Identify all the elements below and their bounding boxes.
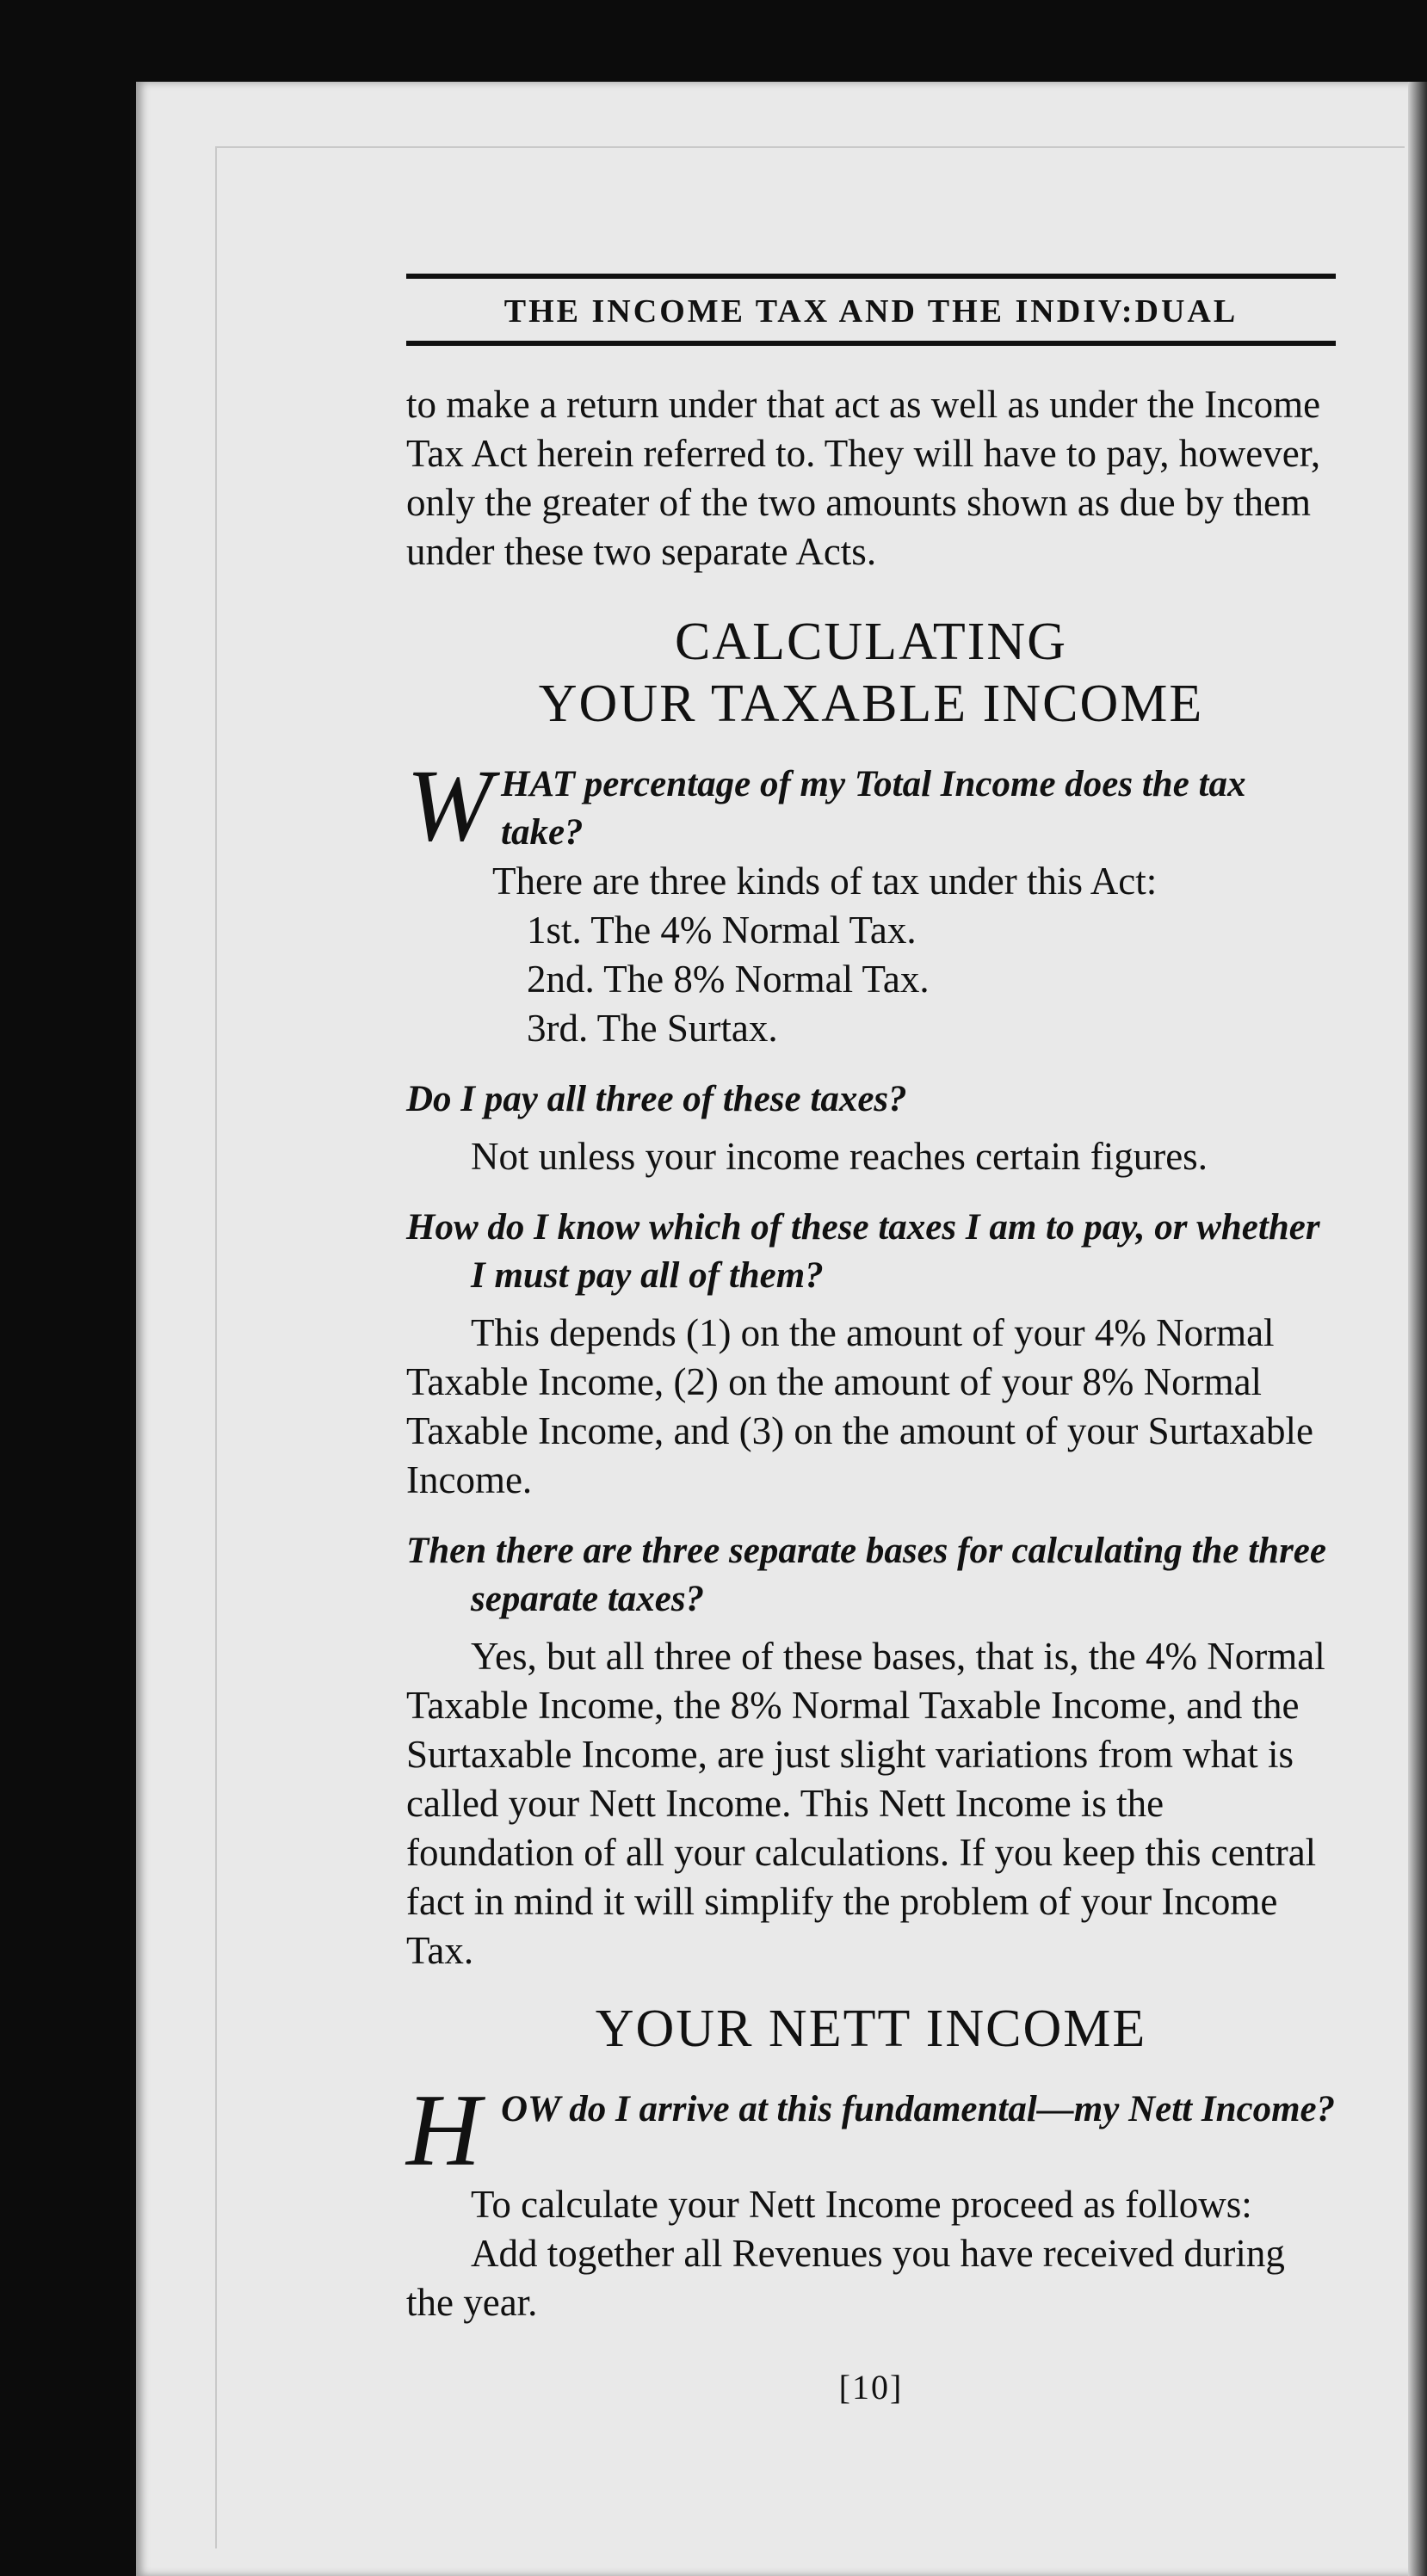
page-content <box>406 274 1336 2407</box>
answer: To calculate your Nett Income proceed as follows: <box>471 2183 1252 2226</box>
question: Then there are three separate bases for calculating the three separate taxes? <box>406 1531 1326 1619</box>
answer-intro: There are three kinds of tax under this Act: <box>492 860 1158 903</box>
question-text: HAT percentage of my Total Income does the tax take? <box>501 764 1246 853</box>
question-block <box>406 748 1336 1053</box>
intro-paragraph: to make a return under that act as well as under the Income Tax Act herein referred to. They will have to pay, however, only the greater of the two amounts shown as due by them under these two separate Acts. <box>406 383 1321 573</box>
answer: Add together all Revenues you have received during the year. <box>406 2232 1285 2324</box>
list-item: 3rd. The Surtax. <box>527 1007 778 1050</box>
page-edge-shadow <box>1408 82 1427 2576</box>
question-text: OW do I arrive at this fundamental—my Nett Income? <box>501 2089 1336 2129</box>
question-block <box>406 1204 1336 1505</box>
drop-cap: H <box>406 2073 481 2187</box>
question-block <box>406 1527 1336 1975</box>
running-header: THE INCOME TAX AND THE INDIV:DUAL <box>503 293 1239 330</box>
question-block <box>406 2073 1336 2327</box>
header-rule <box>406 341 1336 346</box>
answer: Yes, but all three of these bases, that is, the 4% Normal Taxable Income, the 8% Normal Taxable Income, and the Surtaxable Income, are just slight variations from what is called your Nett Income. This Nett Income is the foundation of all your calculations. If you keep this central fact in mind it will simplify the problem of your Income Tax. <box>406 1635 1325 1972</box>
page-number: [10] <box>838 2368 904 2407</box>
question: Do I pay all three of these taxes? <box>406 1079 907 1119</box>
list-item: 2nd. The 8% Normal Tax. <box>527 958 930 1001</box>
section-title <box>406 611 1336 735</box>
answer-list <box>406 857 1336 1053</box>
section-title: YOUR NETT INCOME <box>595 2000 1147 2058</box>
answer: This depends (1) on the amount of your 4% Normal Taxable Income, (2) on the amount of your 8% Normal Taxable Income, and (3) on the amount of your Surtaxable Income. <box>406 1311 1314 1501</box>
question: How do I know which of these taxes I am to pay, or whether I must pay all of them? <box>406 1207 1320 1296</box>
question <box>406 2073 1336 2187</box>
drop-cap: W <box>406 748 492 862</box>
list-item: 1st. The 4% Normal Tax. <box>527 909 917 952</box>
section-title-line: CALCULATING <box>675 613 1067 671</box>
question <box>406 748 1336 862</box>
section-title-line: YOUR TAXABLE INCOME <box>538 675 1204 733</box>
answer: Not unless your income reaches certain figures. <box>471 1135 1208 1178</box>
question-block <box>406 1075 1336 1181</box>
